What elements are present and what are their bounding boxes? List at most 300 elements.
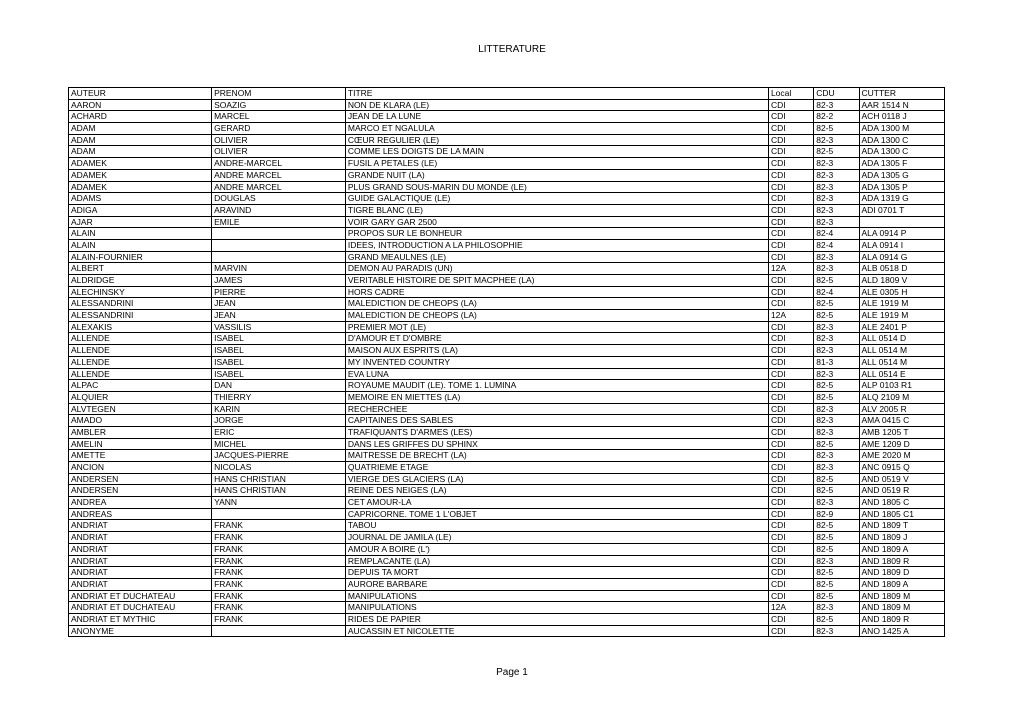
cell-cdu: 82-5 bbox=[814, 578, 859, 590]
cell-titre: VERITABLE HISTOIRE DE SPIT MACPHEE (LA) bbox=[345, 275, 768, 287]
cell-cutter: AND 1809 M bbox=[859, 602, 944, 614]
cell-titre: DEPUIS TA MORT bbox=[345, 567, 768, 579]
cell-titre: VIERGE DES GLACIERS (LA) bbox=[345, 473, 768, 485]
cell-cutter: AMB 1205 T bbox=[859, 426, 944, 438]
table-row bbox=[69, 216, 945, 228]
cell-auteur: ALBERT bbox=[69, 263, 212, 275]
cell-cdu: 82-3 bbox=[814, 450, 859, 462]
cell-local: CDI bbox=[768, 146, 813, 158]
cell-titre: MANIPULATIONS bbox=[345, 602, 768, 614]
cell-auteur: ANDRIAT bbox=[69, 520, 212, 532]
cell-auteur: ALEXAKIS bbox=[69, 321, 212, 333]
cell-prenom: SOAZIG bbox=[212, 99, 346, 111]
cell-titre: AMOUR A BOIRE (L') bbox=[345, 543, 768, 555]
cell-titre: VOIR GARY GAR 2500 bbox=[345, 216, 768, 228]
cell-prenom: JACQUES-PIERRE bbox=[212, 450, 346, 462]
cell-auteur: AJAR bbox=[69, 216, 212, 228]
cell-cdu: 82-3 bbox=[814, 169, 859, 181]
cell-cdu: 82-5 bbox=[814, 590, 859, 602]
cell-cdu: 82-9 bbox=[814, 508, 859, 520]
cell-cdu: 82-3 bbox=[814, 181, 859, 193]
cell-local: CDI bbox=[768, 99, 813, 111]
cell-local: CDI bbox=[768, 426, 813, 438]
cell-prenom: FRANK bbox=[212, 590, 346, 602]
cell-cutter: AND 0519 V bbox=[859, 473, 944, 485]
table-row bbox=[69, 520, 945, 532]
cell-titre: MALEDICTION DE CHEOPS (LA) bbox=[345, 310, 768, 322]
cell-cdu: 82-3 bbox=[814, 345, 859, 357]
cell-local: CDI bbox=[768, 380, 813, 392]
cell-cutter: ALB 0518 D bbox=[859, 263, 944, 275]
cell-prenom: ISABEL bbox=[212, 333, 346, 345]
cell-titre: MALEDICTION DE CHEOPS (LA) bbox=[345, 298, 768, 310]
cell-prenom: OLIVIER bbox=[212, 134, 346, 146]
cell-cdu: 82-3 bbox=[814, 99, 859, 111]
cell-local: CDI bbox=[768, 462, 813, 474]
cell-prenom: FRANK bbox=[212, 602, 346, 614]
cell-cdu: 82-3 bbox=[814, 321, 859, 333]
cell-cdu: 81-3 bbox=[814, 356, 859, 368]
cell-local: CDI bbox=[768, 356, 813, 368]
cell-local: CDI bbox=[768, 438, 813, 450]
cell-cdu: 82-3 bbox=[814, 602, 859, 614]
cell-cutter: ADA 1300 C bbox=[859, 134, 944, 146]
header-local: Local bbox=[768, 88, 813, 100]
table-row bbox=[69, 263, 945, 275]
cell-cutter: ALV 2005 R bbox=[859, 403, 944, 415]
cell-auteur: ANDREAS bbox=[69, 508, 212, 520]
cell-cdu: 82-3 bbox=[814, 134, 859, 146]
cell-prenom: KARIN bbox=[212, 403, 346, 415]
cell-titre: DANS LES GRIFFES DU SPHINX bbox=[345, 438, 768, 450]
cell-auteur: ANDRIAT ET DUCHATEAU bbox=[69, 590, 212, 602]
cell-titre: PLUS GRAND SOUS-MARIN DU MONDE (LE) bbox=[345, 181, 768, 193]
cell-prenom: PIERRE bbox=[212, 286, 346, 298]
cell-titre: MANIPULATIONS bbox=[345, 590, 768, 602]
cell-cdu: 82-5 bbox=[814, 532, 859, 544]
cell-cutter: AND 1809 R bbox=[859, 555, 944, 567]
cell-prenom: FRANK bbox=[212, 520, 346, 532]
cell-titre: IDEES, INTRODUCTION A LA PHILOSOPHIE bbox=[345, 239, 768, 251]
cell-local: CDI bbox=[768, 543, 813, 555]
cell-auteur: ANDRIAT bbox=[69, 532, 212, 544]
cell-prenom: EMILE bbox=[212, 216, 346, 228]
cell-cdu: 82-5 bbox=[814, 275, 859, 287]
table-row bbox=[69, 228, 945, 240]
cell-local: CDI bbox=[768, 158, 813, 170]
cell-titre: CAPITAINES DES SABLES bbox=[345, 415, 768, 427]
cell-titre: REMPLACANTE (LA) bbox=[345, 555, 768, 567]
cell-cdu: 82-3 bbox=[814, 333, 859, 345]
cell-cutter: ADA 1305 P bbox=[859, 181, 944, 193]
cell-cutter: AAR 1514 N bbox=[859, 99, 944, 111]
cell-prenom: ARAVIND bbox=[212, 204, 346, 216]
cell-local: CDI bbox=[768, 275, 813, 287]
cell-local: CDI bbox=[768, 415, 813, 427]
table-row bbox=[69, 578, 945, 590]
cell-titre: COMME LES DOIGTS DE LA MAIN bbox=[345, 146, 768, 158]
cell-local: CDI bbox=[768, 532, 813, 544]
table-row bbox=[69, 286, 945, 298]
cell-local: CDI bbox=[768, 216, 813, 228]
cell-local: CDI bbox=[768, 520, 813, 532]
cell-cutter: ALE 1919 M bbox=[859, 310, 944, 322]
cell-cutter: AMA 0415 C bbox=[859, 415, 944, 427]
cell-local: 12A bbox=[768, 310, 813, 322]
cell-cutter: ADI 0701 T bbox=[859, 204, 944, 216]
cell-auteur: ALECHINSKY bbox=[69, 286, 212, 298]
cell-local: CDI bbox=[768, 613, 813, 625]
table-row bbox=[69, 356, 945, 368]
cell-auteur: ANDRIAT bbox=[69, 567, 212, 579]
cell-auteur: ADAMEK bbox=[69, 158, 212, 170]
cell-local: CDI bbox=[768, 403, 813, 415]
cell-cutter: AND 1809 R bbox=[859, 613, 944, 625]
cell-prenom bbox=[212, 228, 346, 240]
cell-local: 12A bbox=[768, 602, 813, 614]
table-row bbox=[69, 613, 945, 625]
cell-auteur: ADAMEK bbox=[69, 169, 212, 181]
cell-auteur: ADAMEK bbox=[69, 181, 212, 193]
cell-cdu: 82-5 bbox=[814, 438, 859, 450]
cell-prenom: FRANK bbox=[212, 578, 346, 590]
table-row bbox=[69, 380, 945, 392]
cell-cdu: 82-3 bbox=[814, 193, 859, 205]
table-row bbox=[69, 99, 945, 111]
cell-auteur: ANDRIAT bbox=[69, 578, 212, 590]
cell-local: CDI bbox=[768, 251, 813, 263]
cell-titre: MARCO ET NGALULA bbox=[345, 123, 768, 135]
cell-titre: MY INVENTED COUNTRY bbox=[345, 356, 768, 368]
cell-local: CDI bbox=[768, 567, 813, 579]
cell-auteur: AARON bbox=[69, 99, 212, 111]
cell-auteur: ANDRIAT bbox=[69, 555, 212, 567]
cell-local: CDI bbox=[768, 239, 813, 251]
cell-prenom: ANDRE MARCEL bbox=[212, 169, 346, 181]
cell-cutter: ALL 0514 E bbox=[859, 368, 944, 380]
cell-local: 12A bbox=[768, 263, 813, 275]
cell-cdu: 82-4 bbox=[814, 228, 859, 240]
cell-prenom: JAMES bbox=[212, 275, 346, 287]
cell-prenom bbox=[212, 625, 346, 637]
cell-auteur: ANDREA bbox=[69, 497, 212, 509]
cell-local: CDI bbox=[768, 321, 813, 333]
table-row bbox=[69, 450, 945, 462]
cell-prenom: MARVIN bbox=[212, 263, 346, 275]
cell-cutter: ALL 0514 M bbox=[859, 356, 944, 368]
cell-cutter: AME 1209 D bbox=[859, 438, 944, 450]
cell-cutter: ALL 0514 D bbox=[859, 333, 944, 345]
cell-prenom: YANN bbox=[212, 497, 346, 509]
cell-prenom: OLIVIER bbox=[212, 146, 346, 158]
cell-cutter bbox=[859, 216, 944, 228]
cell-auteur: ANCION bbox=[69, 462, 212, 474]
cell-prenom: DOUGLAS bbox=[212, 193, 346, 205]
cell-prenom bbox=[212, 251, 346, 263]
catalog-table bbox=[68, 87, 945, 637]
cell-cutter: ALL 0514 M bbox=[859, 345, 944, 357]
cell-auteur: ADAM bbox=[69, 123, 212, 135]
cell-titre: NON DE KLARA (LE) bbox=[345, 99, 768, 111]
cell-auteur: ALVTEGEN bbox=[69, 403, 212, 415]
cell-cdu: 82-3 bbox=[814, 497, 859, 509]
table-row bbox=[69, 590, 945, 602]
cell-prenom: ISABEL bbox=[212, 345, 346, 357]
catalog-table-wrapper bbox=[68, 87, 945, 637]
cell-cdu: 82-4 bbox=[814, 286, 859, 298]
cell-cutter: ALP 0103 R1 bbox=[859, 380, 944, 392]
cell-auteur: ALLENDE bbox=[69, 333, 212, 345]
table-row bbox=[69, 485, 945, 497]
cell-local: CDI bbox=[768, 134, 813, 146]
cell-cutter: ALA 0914 I bbox=[859, 239, 944, 251]
cell-cutter: AND 0519 R bbox=[859, 485, 944, 497]
cell-cdu: 82-3 bbox=[814, 263, 859, 275]
cell-titre: EVA LUNA bbox=[345, 368, 768, 380]
cell-titre: MEMOIRE EN MIETTES (LA) bbox=[345, 391, 768, 403]
table-row bbox=[69, 146, 945, 158]
cell-auteur: ALLENDE bbox=[69, 356, 212, 368]
header-cdu: CDU bbox=[814, 88, 859, 100]
table-row bbox=[69, 438, 945, 450]
cell-local: CDI bbox=[768, 485, 813, 497]
cell-auteur: ALDRIDGE bbox=[69, 275, 212, 287]
table-row bbox=[69, 239, 945, 251]
table-header-row bbox=[69, 88, 945, 100]
cell-auteur: AMADO bbox=[69, 415, 212, 427]
cell-cdu: 82-5 bbox=[814, 380, 859, 392]
cell-auteur: ALQUIER bbox=[69, 391, 212, 403]
cell-cutter: ALA 0914 G bbox=[859, 251, 944, 263]
table-row bbox=[69, 275, 945, 287]
cell-auteur: ANDRIAT ET DUCHATEAU bbox=[69, 602, 212, 614]
cell-local: CDI bbox=[768, 123, 813, 135]
table-row bbox=[69, 625, 945, 637]
cell-local: CDI bbox=[768, 391, 813, 403]
cell-cdu: 82-3 bbox=[814, 158, 859, 170]
table-row bbox=[69, 403, 945, 415]
cell-auteur: ADAM bbox=[69, 146, 212, 158]
table-row bbox=[69, 298, 945, 310]
table-row bbox=[69, 508, 945, 520]
cell-titre: D'AMOUR ET D'OMBRE bbox=[345, 333, 768, 345]
table-row bbox=[69, 169, 945, 181]
cell-prenom: FRANK bbox=[212, 567, 346, 579]
cell-cutter: ADA 1305 G bbox=[859, 169, 944, 181]
cell-cdu: 82-3 bbox=[814, 462, 859, 474]
cell-auteur: ADAM bbox=[69, 134, 212, 146]
cell-prenom: DAN bbox=[212, 380, 346, 392]
cell-prenom: FRANK bbox=[212, 613, 346, 625]
cell-prenom bbox=[212, 239, 346, 251]
cell-prenom: JEAN bbox=[212, 298, 346, 310]
cell-cutter: ADA 1300 C bbox=[859, 146, 944, 158]
cell-auteur: ANDRIAT ET MYTHIC bbox=[69, 613, 212, 625]
cell-prenom: FRANK bbox=[212, 532, 346, 544]
table-row bbox=[69, 532, 945, 544]
cell-local: CDI bbox=[768, 555, 813, 567]
cell-prenom: ISABEL bbox=[212, 368, 346, 380]
cell-local: CDI bbox=[768, 473, 813, 485]
cell-titre: TRAFIQUANTS D'ARMES (LES) bbox=[345, 426, 768, 438]
header-auteur: AUTEUR bbox=[69, 88, 212, 100]
cell-cutter: AND 1805 C bbox=[859, 497, 944, 509]
cell-cdu: 82-5 bbox=[814, 520, 859, 532]
table-row bbox=[69, 251, 945, 263]
cell-cutter: AND 1809 T bbox=[859, 520, 944, 532]
cell-prenom: ANDRE MARCEL bbox=[212, 181, 346, 193]
cell-prenom: FRANK bbox=[212, 543, 346, 555]
table-row bbox=[69, 321, 945, 333]
cell-auteur: ACHARD bbox=[69, 111, 212, 123]
cell-titre: JEAN DE LA LUNE bbox=[345, 111, 768, 123]
page-number: Page 1 bbox=[496, 667, 528, 678]
cell-auteur: ANDERSEN bbox=[69, 473, 212, 485]
cell-titre: DEMON AU PARADIS (UN) bbox=[345, 263, 768, 275]
cell-cutter: ADA 1300 M bbox=[859, 123, 944, 135]
cell-cdu: 82-5 bbox=[814, 543, 859, 555]
cell-cdu: 82-5 bbox=[814, 310, 859, 322]
cell-local: CDI bbox=[768, 497, 813, 509]
cell-titre: CŒUR REGULIER (LE) bbox=[345, 134, 768, 146]
table-row bbox=[69, 193, 945, 205]
cell-prenom: MARCEL bbox=[212, 111, 346, 123]
page-title: LITTERATURE bbox=[478, 44, 546, 55]
table-row bbox=[69, 415, 945, 427]
table-row bbox=[69, 368, 945, 380]
cell-local: CDI bbox=[768, 286, 813, 298]
table-row bbox=[69, 134, 945, 146]
cell-prenom: GERARD bbox=[212, 123, 346, 135]
cell-local: CDI bbox=[768, 181, 813, 193]
cell-auteur: ANDERSEN bbox=[69, 485, 212, 497]
cell-local: CDI bbox=[768, 345, 813, 357]
cell-local: CDI bbox=[768, 169, 813, 181]
cell-prenom: ANDRE-MARCEL bbox=[212, 158, 346, 170]
cell-titre: AUCASSIN ET NICOLETTE bbox=[345, 625, 768, 637]
cell-titre: PROPOS SUR LE BONHEUR bbox=[345, 228, 768, 240]
cell-cutter: AND 1809 A bbox=[859, 578, 944, 590]
cell-cutter: ALE 0305 H bbox=[859, 286, 944, 298]
cell-cdu: 82-5 bbox=[814, 613, 859, 625]
cell-titre: AURORE BARBARE bbox=[345, 578, 768, 590]
cell-prenom: JEAN bbox=[212, 310, 346, 322]
cell-prenom: NICOLAS bbox=[212, 462, 346, 474]
cell-local: CDI bbox=[768, 333, 813, 345]
cell-titre: RIDES DE PAPIER bbox=[345, 613, 768, 625]
cell-cdu: 82-3 bbox=[814, 251, 859, 263]
cell-cutter: AND 1809 D bbox=[859, 567, 944, 579]
cell-titre: MAISON AUX ESPRITS (LA) bbox=[345, 345, 768, 357]
cell-cdu: 82-3 bbox=[814, 555, 859, 567]
cell-cutter: AND 1809 J bbox=[859, 532, 944, 544]
cell-prenom: MICHEL bbox=[212, 438, 346, 450]
cell-auteur: ALPAC bbox=[69, 380, 212, 392]
cell-titre: ROYAUME MAUDIT (LE). TOME 1. LUMINA bbox=[345, 380, 768, 392]
cell-cutter: ALE 2401 P bbox=[859, 321, 944, 333]
cell-titre: JOURNAL DE JAMILA (LE) bbox=[345, 532, 768, 544]
table-row bbox=[69, 543, 945, 555]
cell-cutter: ALE 1919 M bbox=[859, 298, 944, 310]
cell-local: CDI bbox=[768, 508, 813, 520]
cell-cdu: 82-5 bbox=[814, 298, 859, 310]
cell-cdu: 82-4 bbox=[814, 239, 859, 251]
cell-cdu: 82-3 bbox=[814, 216, 859, 228]
cell-auteur: ANONYME bbox=[69, 625, 212, 637]
table-row bbox=[69, 123, 945, 135]
cell-local: CDI bbox=[768, 590, 813, 602]
cell-cdu: 82-3 bbox=[814, 403, 859, 415]
cell-cutter: AND 1805 C1 bbox=[859, 508, 944, 520]
cell-auteur: AMBLER bbox=[69, 426, 212, 438]
table-row bbox=[69, 158, 945, 170]
cell-titre: QUATRIEME ETAGE bbox=[345, 462, 768, 474]
cell-titre: HORS CADRE bbox=[345, 286, 768, 298]
cell-titre: MAITRESSE DE BRECHT (LA) bbox=[345, 450, 768, 462]
table-row bbox=[69, 426, 945, 438]
cell-prenom bbox=[212, 508, 346, 520]
cell-cutter: AND 1809 A bbox=[859, 543, 944, 555]
table-row bbox=[69, 333, 945, 345]
cell-cutter: ALD 1809 V bbox=[859, 275, 944, 287]
cell-prenom: ERIC bbox=[212, 426, 346, 438]
cell-auteur: AMETTE bbox=[69, 450, 212, 462]
cell-local: CDI bbox=[768, 298, 813, 310]
cell-local: CDI bbox=[768, 193, 813, 205]
cell-titre: FUSIL A PETALES (LE) bbox=[345, 158, 768, 170]
cell-cutter: ALA 0914 P bbox=[859, 228, 944, 240]
table-row bbox=[69, 310, 945, 322]
cell-cdu: 82-5 bbox=[814, 391, 859, 403]
cell-cdu: 82-5 bbox=[814, 567, 859, 579]
cell-titre: PREMIER MOT (LE) bbox=[345, 321, 768, 333]
cell-cutter: AND 1809 M bbox=[859, 590, 944, 602]
cell-auteur: ALAIN bbox=[69, 239, 212, 251]
cell-titre: REINE DES NEIGES (LA) bbox=[345, 485, 768, 497]
cell-titre: TABOU bbox=[345, 520, 768, 532]
header-titre: TITRE bbox=[345, 88, 768, 100]
cell-cdu: 82-3 bbox=[814, 426, 859, 438]
table-row bbox=[69, 111, 945, 123]
header-cutter: CUTTER bbox=[859, 88, 944, 100]
table-row bbox=[69, 391, 945, 403]
cell-prenom: ISABEL bbox=[212, 356, 346, 368]
table-row bbox=[69, 204, 945, 216]
cell-auteur: ALAIN-FOURNIER bbox=[69, 251, 212, 263]
cell-cutter: AME 2020 M bbox=[859, 450, 944, 462]
cell-prenom: THIERRY bbox=[212, 391, 346, 403]
cell-local: CDI bbox=[768, 228, 813, 240]
cell-cutter: ADA 1305 F bbox=[859, 158, 944, 170]
cell-auteur: ALESSANDRINI bbox=[69, 310, 212, 322]
cell-cutter: ACH 0118 J bbox=[859, 111, 944, 123]
table-row bbox=[69, 497, 945, 509]
table-row bbox=[69, 602, 945, 614]
cell-local: CDI bbox=[768, 368, 813, 380]
table-row bbox=[69, 555, 945, 567]
cell-auteur: ADAMS bbox=[69, 193, 212, 205]
cell-titre: TIGRE BLANC (LE) bbox=[345, 204, 768, 216]
cell-cdu: 82-3 bbox=[814, 368, 859, 380]
cell-cdu: 82-3 bbox=[814, 415, 859, 427]
cell-cdu: 82-2 bbox=[814, 111, 859, 123]
cell-titre: CET AMOUR-LA bbox=[345, 497, 768, 509]
cell-cdu: 82-5 bbox=[814, 123, 859, 135]
cell-cutter: ADA 1319 G bbox=[859, 193, 944, 205]
cell-cdu: 82-3 bbox=[814, 625, 859, 637]
cell-cdu: 82-3 bbox=[814, 204, 859, 216]
cell-auteur: ALLENDE bbox=[69, 368, 212, 380]
